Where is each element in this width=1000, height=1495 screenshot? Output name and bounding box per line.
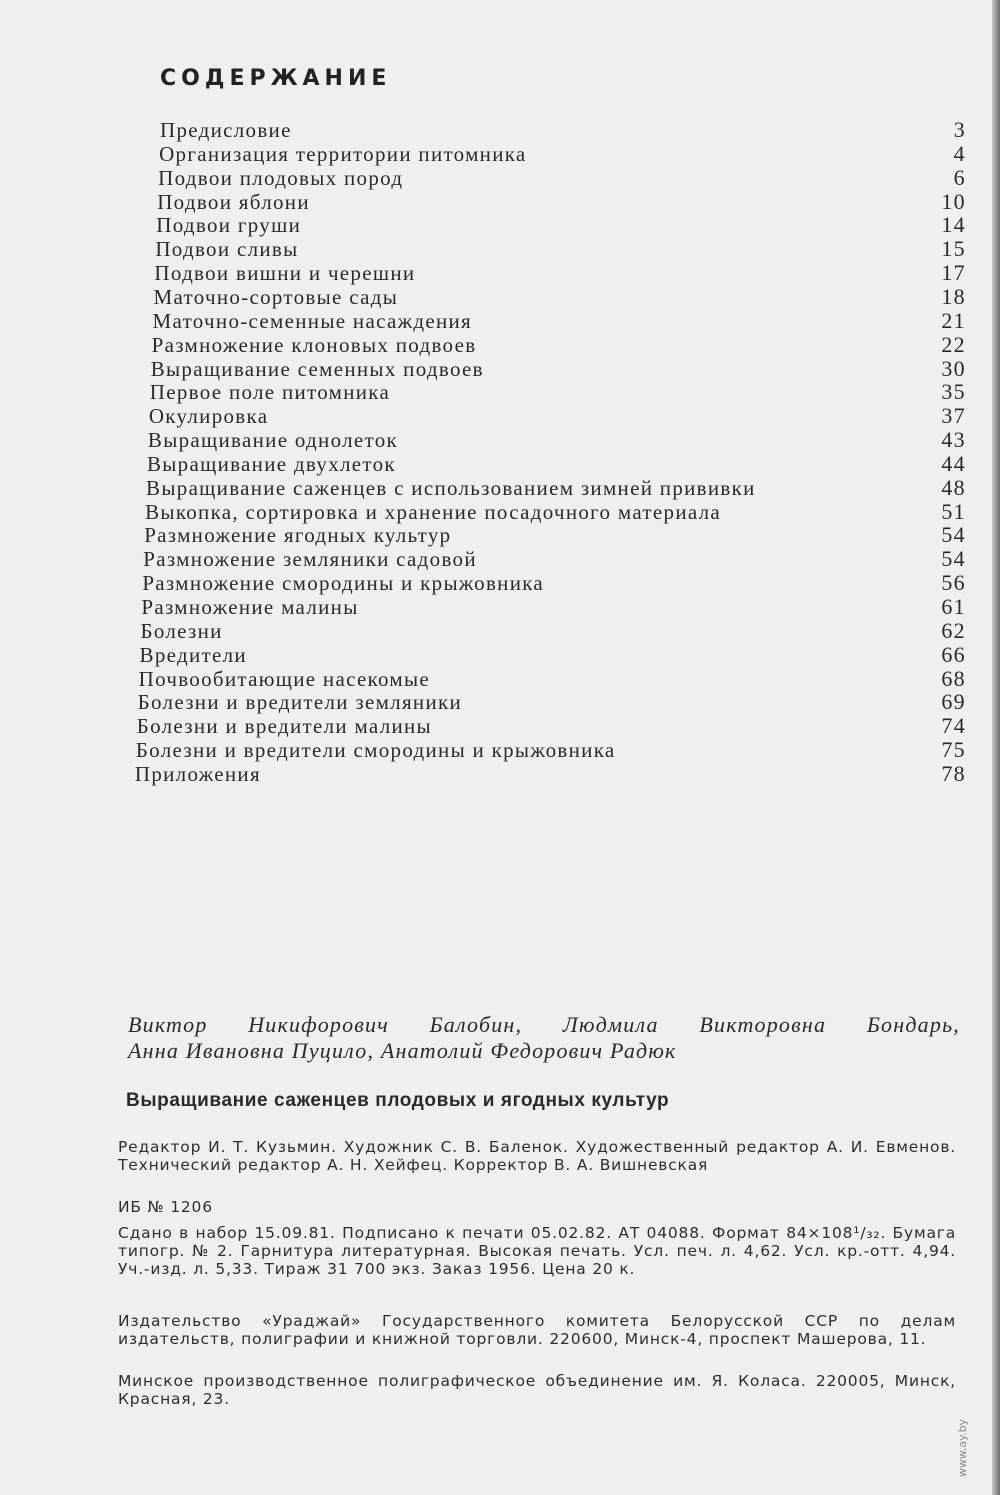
publisher-info: Издательство «Ураджай» Государственного комитета Белорусской ССР по делам издательств, полиграфии и книжной торговли. 220600, Минск-4, проспект Машерова, 11.: [118, 1312, 956, 1348]
toc-entry: [155, 237, 966, 261]
toc-entry-label: Подвои сливы: [155, 237, 299, 262]
toc-entry: [151, 357, 966, 381]
toc-entry: [135, 762, 966, 786]
toc-entry-page: 10: [941, 188, 966, 214]
toc-entry: [153, 309, 966, 333]
toc-entry-label: Размножение земляники садовой: [143, 547, 477, 572]
toc-entry-label: Почвообитающие насекомые: [138, 666, 431, 691]
toc-entry: [144, 523, 966, 547]
toc-entry-label: Болезни и вредители смородины и крыжовника: [135, 738, 616, 763]
toc-entry: [154, 261, 966, 285]
toc-entry: [160, 118, 966, 142]
toc-entry-page: 62: [941, 617, 966, 643]
toc-entry-page: 54: [941, 546, 966, 572]
toc-entry: [149, 404, 966, 428]
editors-credits: Редактор И. Т. Кузьмин. Художник С. В. Баленок. Художественный редактор А. И. Евменов. Технический редактор А. Н. Хейфец. Корректор В. А. Вишневская: [118, 1138, 956, 1174]
toc-entry-page: 66: [941, 641, 966, 667]
toc-entry-label: Маточно-семенные насаждения: [152, 308, 473, 333]
toc-entry-page: 3: [953, 117, 966, 142]
toc-entry-label: Выращивание однолеток: [147, 428, 399, 453]
toc-entry-label: Болезни и вредители земляники: [137, 690, 463, 715]
toc-entry-page: 18: [941, 283, 966, 309]
toc-entry-label: Первое поле питомника: [149, 380, 391, 405]
toc-entry: [139, 667, 966, 691]
toc-entry: [140, 643, 966, 667]
toc-entry-page: 69: [941, 689, 966, 715]
toc-entry-page: 14: [941, 212, 966, 238]
toc-entry: [136, 738, 966, 762]
toc-entry: [148, 428, 966, 452]
toc-entry-page: 43: [941, 427, 966, 453]
toc-entry-page: 17: [941, 260, 966, 286]
toc-entry-label: Предисловие: [160, 118, 292, 142]
toc-entry-page: 68: [941, 665, 966, 691]
toc-entry-label: Организация территории питомника: [159, 141, 527, 166]
toc-entry: [137, 714, 966, 738]
toc-entry: [142, 571, 966, 595]
toc-entry-page: 51: [941, 498, 966, 524]
toc-entry-page: 44: [941, 450, 966, 476]
toc-entry: [141, 595, 966, 619]
toc-entry-label: Выкопка, сортировка и хранение посадочного материала: [145, 499, 722, 524]
toc-entry-page: 35: [941, 379, 966, 405]
toc-entry-label: Выращивание семенных подвоев: [150, 356, 484, 381]
toc-entry: [156, 213, 966, 237]
toc-entry-page: 54: [941, 522, 966, 548]
page-edge: [992, 0, 1000, 1495]
watermark: www.ay.by: [955, 1418, 969, 1478]
toc-entry: [157, 190, 966, 214]
toc-entry: [158, 166, 966, 190]
toc-entry-page: 4: [953, 140, 966, 166]
toc-heading: СОДЕРЖАНИЕ: [160, 66, 392, 91]
authors: [128, 1012, 960, 1064]
toc-entry: [140, 619, 966, 643]
toc-entry-page: 75: [941, 737, 966, 763]
authors-line: Виктор Никифорович Балобин, Людмила Викторовна Бондарь,: [128, 1012, 960, 1037]
toc-entry-label: Выращивание двухлеток: [146, 451, 396, 476]
toc-entry-page: 74: [941, 713, 966, 739]
toc-entry-label: Маточно-сортовые сады: [153, 284, 399, 309]
toc-entry: [143, 547, 966, 571]
printer-info: Минское производственное полиграфическое объединение им. Я. Коласа. 220005, Минск, Красная, 23.: [118, 1372, 956, 1408]
toc-entry-label: Вредители: [139, 642, 247, 667]
toc-entry: [138, 690, 966, 714]
toc-entry-page: 15: [941, 236, 966, 262]
toc-entry: [159, 142, 966, 166]
toc-entry-page: 21: [941, 307, 966, 333]
authors-line: Анна Ивановна Пуцило, Анатолий Федорович Радюк: [128, 1038, 677, 1063]
toc-entry-page: 30: [941, 355, 966, 381]
ib-number: ИБ № 1206: [118, 1198, 213, 1216]
toc-entry-page: 78: [941, 760, 966, 786]
toc-entry-label: Окулировка: [148, 404, 269, 429]
toc-entry-label: Подвои яблони: [157, 189, 310, 214]
toc-entry-page: 22: [941, 331, 966, 357]
toc-entry-page: 61: [941, 594, 966, 619]
toc-entry-page: 6: [953, 164, 966, 190]
toc-entry-label: Болезни: [140, 618, 223, 643]
toc-entry-label: Подвои вишни и черешни: [154, 261, 416, 286]
toc-entry-label: Выращивание саженцев с использованием зимней прививки: [146, 475, 756, 500]
toc-entry-label: Размножение ягодных культур: [144, 523, 452, 548]
toc-entry: [145, 500, 966, 524]
toc-entry-page: 37: [941, 403, 966, 429]
toc-entry-label: Приложения: [134, 761, 261, 786]
toc-entry-label: Болезни и вредители малины: [136, 714, 432, 739]
toc-entry: [152, 333, 966, 357]
toc-entry-label: Размножение малины: [141, 595, 359, 619]
toc-entry-page: 56: [941, 570, 966, 596]
toc-entry-label: Размножение клоновых подвоев: [151, 332, 477, 357]
toc-entry-page: 48: [941, 474, 966, 500]
toc-entry-label: Подвои плодовых пород: [158, 165, 404, 190]
toc-entry: [150, 380, 966, 404]
toc-entry: [146, 476, 966, 500]
toc-entry: [153, 285, 966, 309]
print-details: Сдано в набор 15.09.81. Подписано к печати 05.02.82. АТ 04088. Формат 84×108¹/₃₂. Бумага типогр. № 2. Гарнитура литературная. Высокая печать. Усл. печ. л. 4,62. Усл. кр.-отт. 4,94. Уч.-изд. л. 5,33. Тираж 31 700 экз. Заказ 1956. Цена 20 к.: [118, 1224, 956, 1278]
toc-entry-label: Подвои груши: [156, 213, 302, 238]
book-title: Выращивание саженцев плодовых и ягодных культур: [126, 1090, 670, 1111]
toc-entry: [147, 452, 966, 476]
toc-entry-label: Размножение смородины и крыжовника: [142, 571, 545, 596]
